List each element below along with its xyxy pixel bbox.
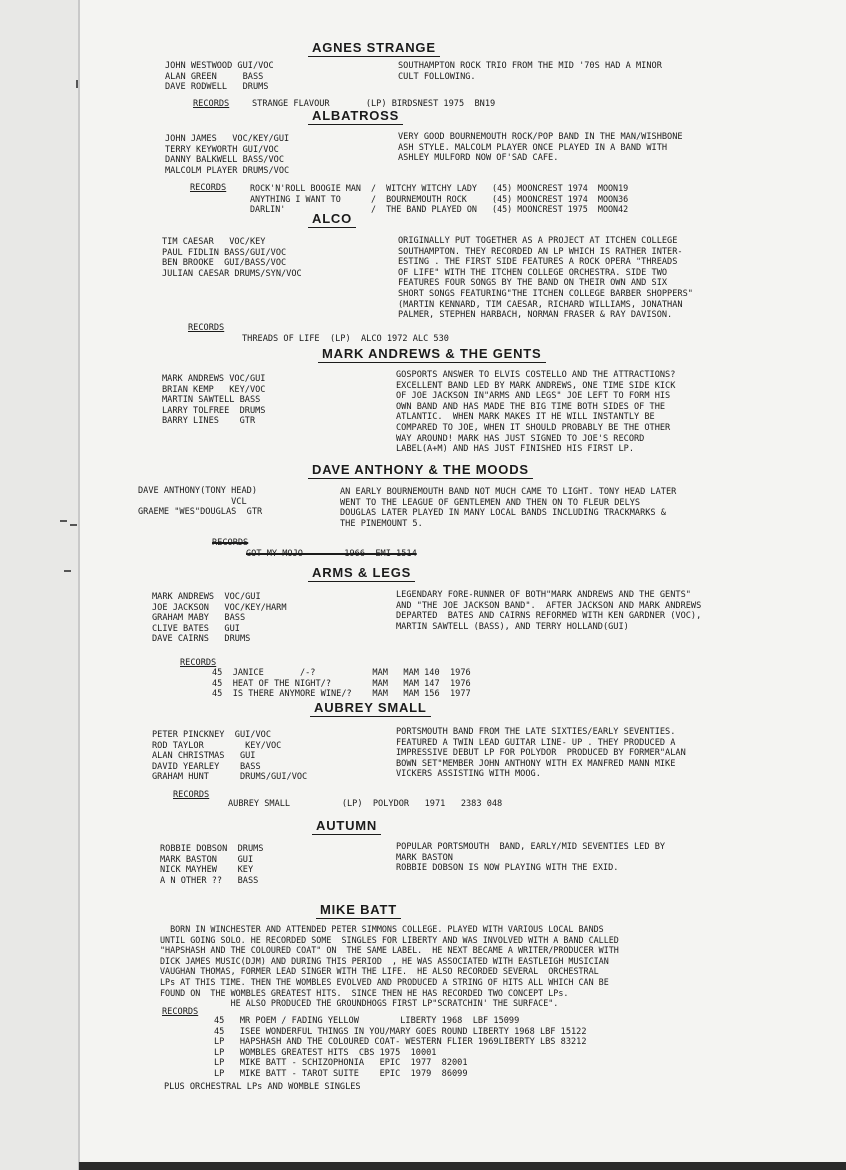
description-mark-andrews: GOSPORTS ANSWER TO ELVIS COSTELLO AND THE ATTRACTIONS? EXCELLENT BAND LED BY MARK ANDREWS, ONE TIME SIDE KICK OF JOE JACKSON IN"ARMS AND LEGS" JOE LEFT TO FORM HIS OWN BAND AND HAS MADE THE BIG TIME BOTH SIDES OF THE ATLANTIC. WHEN MARK MAKES IT HE WILL INSTANTLY BE COMPARED TO JOE, WHEN IT SHOULD PROBABLY BE THE OTHER WAY AROUND! MARK HAS JUST SIGNED TO JOE'S RECORD LABEL(A+M) AND HAS JUST FINISHED HIS FIRST LP. (396, 370, 676, 455)
section-title-mike-batt: MIKE BATT (316, 902, 401, 919)
binder-mark (64, 570, 71, 572)
records-label-dave-anthony: RECORDS (212, 538, 249, 548)
records-label-mike-batt: RECORDS (162, 1007, 199, 1017)
description-aubrey-small: PORTSMOUTH BAND FROM THE LATE SIXTIES/EARLY SEVENTIES. FEATURED A TWIN LEAD GUITAR LINE- UP . THEY PRODUCED A IMPRESSIVE DEBUT LP FOR POLYDOR PRODUCED BY FORMER"ALAN BOWN SET"MEMBER JOHN ANTHONY WITH EX MANFRED MANN MIKE VICKERS ASSISTING WITH MOOG. (396, 727, 686, 780)
records-arms-and-legs: 45 JANICE /-? MAM MAM 140 1976 45 HEAT OF THE NIGHT/? MAM MAM 147 1976 45 IS THERE ANYMORE WINE/? MAM MAM 156 1977 (212, 668, 471, 700)
description-dave-anthony: AN EARLY BOURNEMOUTH BAND NOT MUCH CAME TO LIGHT. TONY HEAD LATER WENT TO THE LEAGUE OF GENTLEMEN AND THEN ON TO FLEUR DELYS DOUGLAS LATER PLAYED IN MANY LOCAL BANDS INCLUDING TRACKMARKS & THE PINEMOUNT 5. (340, 487, 677, 529)
members-autumn: ROBBIE DOBSON DRUMS MARK BASTON GUI NICK MAYHEW KEY A N OTHER ?? BASS (160, 844, 264, 886)
records-agnes-strange: STRANGE FLAVOUR (LP) BIRDSNEST 1975 BN19 (252, 99, 496, 109)
records-label-alco: RECORDS (188, 323, 225, 333)
section-title-mark-andrews: MARK ANDREWS & THE GENTS (318, 346, 546, 363)
records-aubrey-small: AUBREY SMALL (LP) POLYDOR 1971 2383 048 (228, 799, 503, 809)
description-albatross: VERY GOOD BOURNEMOUTH ROCK/POP BAND IN THE MAN/WISHBONE ASH STYLE. MALCOLM PLAYER ONCE PLAYED IN A BAND WITH ASHLEY MULFORD NOW OF'SAD CAFE. (398, 132, 683, 164)
description-autumn: POPULAR PORTSMOUTH BAND, EARLY/MID SEVENTIES LED BY MARK BASTON ROBBIE DOBSON IS NOW PLAYING WITH THE EXID. (396, 842, 666, 874)
description-alco: ORIGINALLY PUT TOGETHER AS A PROJECT AT ITCHEN COLLEGE SOUTHAMPTON. THEY RECORDED AN LP WHICH IS RATHER INTER- ESTING . THE FIRST SIDE FEATURES A ROCK OPERA "THREADS OF LIFE" WITH THE ITCHEN COLLEGE ORCHESTRA. SIDE TWO FEATURES FOUR SONGS BY THE BAND ON THEIR OWN AND SIX SHORT SONGS FEATURING"THE ITCHEN COLLEGE BARBER SHOPPERS" (MARTIN KENNARD, TIM CAESAR, RICHARD WILLIAMS, JONATHAN PALMER, STEPHEN HARBACH, NORMAN FRASER & RAY DAVISON. (398, 236, 693, 321)
section-title-aubrey-small: AUBREY SMALL (310, 700, 431, 717)
records-label-aubrey-small: RECORDS (173, 790, 210, 800)
members-mark-andrews: MARK ANDREWS VOC/GUI BRIAN KEMP KEY/VOC MARTIN SAWTELL BASS LARRY TOLFREE DRUMS BARRY LINES GTR (162, 374, 266, 427)
records-albatross: ROCK'N'ROLL BOOGIE MAN / WITCHY WITCHY LADY (45) MOONCREST 1974 MOON19 ANYTHING I WANT TO / BOURNEMOUTH ROCK (45) MOONCREST 1974 MOON36 DARLIN' / THE BAND PLAYED ON (45) MOONCREST 1975 MOON42 (250, 183, 629, 215)
description-agnes-strange: SOUTHAMPTON ROCK TRIO FROM THE MID '70S HAD A MINOR CULT FOLLOWING. (398, 61, 662, 82)
records-mike-batt: 45 MR POEM / FADING YELLOW LIBERTY 1968 LBF 15099 45 ISEE WONDERFUL THINGS IN YOU/MARY GOES ROUND LIBERTY 1968 LBF 15122 LP HAPSHASH AND THE COLOURED COAT- WESTERN FLIER 1969LIBERTY LBS 83212 LP WOMBLES GREATEST HITS CBS 1975 10001 LP MIKE BATT - SCHIZOPHONIA EPIC 1977 82001 LP MIKE BATT - TAROT SUITE EPIC 1979 86099 (214, 1016, 587, 1079)
section-title-alco: ALCO (308, 211, 356, 228)
section-title-arms-and-legs: ARMS & LEGS (308, 565, 415, 582)
members-aubrey-small: PETER PINCKNEY GUI/VOC ROD TAYLOR KEY/VOC ALAN CHRISTMAS GUI DAVID YEARLEY BASS GRAHAM HUNT DRUMS/GUI/VOC (152, 730, 308, 783)
members-dave-anthony: DAVE ANTHONY(TONY HEAD) VCL GRAEME "WES"DOUGLAS GTR (138, 486, 263, 518)
description-mike-batt: BORN IN WINCHESTER AND ATTENDED PETER SIMMONS COLLEGE. PLAYED WITH VARIOUS LOCAL BANDS UNTIL GOING SOLO. HE RECORDED SOME SINGLES FOR LIBERTY AND WAS INVOLVED WITH A BAND CALLED "HAPSHASH AND THE COLOURED COAT" ON THE SAME LABEL. HE NEXT BECAME A WRITER/PRODUCER WITH DICK JAMES MUSIC(DJM) AND DURING THIS PERIOD , HE WAS ASSOCIATED WITH EASTLEIGH MUSICIAN VAUGHAN THOMAS, FORMER LEAD SINGER WITH THE LIFE. HE ALSO RECORDED SEVERAL ORCHESTRAL LPs AT THIS TIME. THEN THE WOMBLES EVOLVED AND PRODUCED A STRING OF HITS ALL WHICH CAN BE FOUND ON THE WOMBLES GREATEST HITS. SINCE THEN HE HAS RECORDED TWO CONCEPT LPs. HE ALSO PRODUCED THE GROUNDHOGS FIRST LP"SCRATCHIN' THE SURFACE". (160, 924, 619, 1009)
section-title-autumn: AUTUMN (312, 818, 381, 835)
section-title-dave-anthony: DAVE ANTHONY & THE MOODS (308, 462, 533, 479)
members-agnes-strange: JOHN WESTWOOD GUI/VOC ALAN GREEN BASS DAVE RODWELL DRUMS (165, 61, 274, 93)
binder-mark (60, 520, 67, 522)
members-albatross: JOHN JAMES VOC/KEY/GUI TERRY KEYWORTH GUI/VOC DANNY BALKWELL BASS/VOC MALCOLM PLAYER DRUMS/VOC (165, 134, 290, 176)
description-arms-and-legs: LEGENDARY FORE-RUNNER OF BOTH"MARK ANDREWS AND THE GENTS" AND "THE JOE JACKSON BAND". AFTER JACKSON AND MARK ANDREWS DEPARTED BATES AND CAIRNS REFORMED WITH KEN GARDNER (VOC), MARTIN SAWTELL (BASS), AND TERRY HOLLAND(GUI) (396, 590, 702, 632)
records-alco: THREADS OF LIFE (LP) ALCO 1972 ALC 530 (242, 334, 449, 344)
records-dave-anthony: GOT MY MOJO 1966 EMI 1514 (246, 549, 417, 559)
left-margin-strip (0, 0, 79, 1170)
members-arms-and-legs: MARK ANDREWS VOC/GUI JOE JACKSON VOC/KEY/HARM GRAHAM MABY BASS CLIVE BATES GUI DAVE CAIRNS DRUMS (152, 592, 287, 645)
binder-mark (70, 524, 77, 526)
section-title-albatross: ALBATROSS (308, 108, 403, 125)
members-alco: TIM CAESAR VOC/KEY PAUL FIDLIN BASS/GUI/VOC BEN BROOKE GUI/BASS/VOC JULIAN CAESAR DRUMS/SYN/VOC (162, 237, 302, 279)
records-label-agnes-strange: RECORDS (193, 99, 230, 109)
records-label-arms-and-legs: RECORDS (180, 658, 217, 668)
records-label-albatross: RECORDS (190, 183, 227, 193)
section-title-agnes-strange: AGNES STRANGE (308, 40, 440, 57)
footer-note-mike-batt: PLUS ORCHESTRAL LPs AND WOMBLE SINGLES (164, 1082, 361, 1092)
